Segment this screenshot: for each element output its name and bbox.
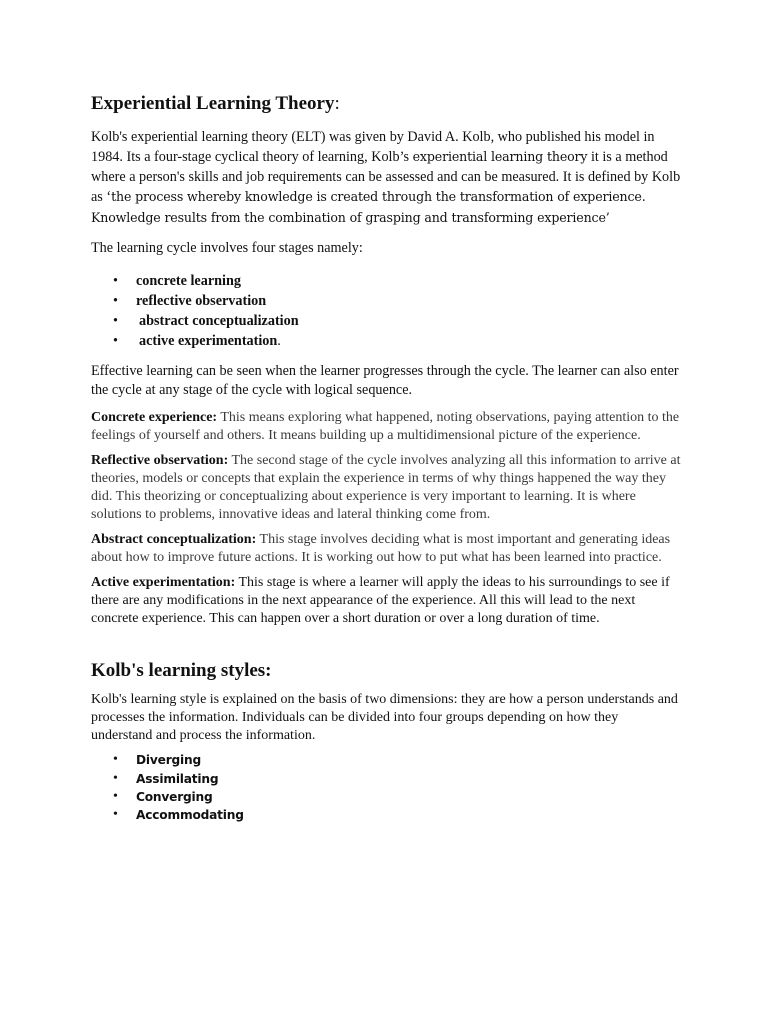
section-text: The second stage of the cycle involves analyzing all this information to arrive at theories, models or concepts that explain the experience in terms of why things happened the way they did. This theorizing or conceptualizing about experience is very important to learning. It is where solutions to problems, innovative ideas and lateral thinking come from.	[91, 453, 681, 522]
bullet-icon: •	[113, 293, 118, 310]
bullet-icon: •	[113, 789, 118, 804]
style-label: Converging	[136, 790, 213, 804]
styles-list	[91, 751, 683, 824]
styles-intro: Kolb's learning style is explained on the basis of two dimensions: they are how a person understands and processes the information. Individuals can be divided into four groups depending on how they understand and process the information.	[91, 692, 678, 744]
section-term: Active experimentation:	[91, 574, 236, 590]
section-term: Reflective observation:	[91, 453, 229, 469]
page-title-text: Experiential Learning Theory	[91, 93, 335, 114]
bullet-icon: •	[113, 333, 118, 350]
style-label: Accommodating	[136, 808, 244, 823]
list-item	[91, 751, 683, 769]
section-text: This stage is where a learner will apply the ideas to his surroundings to see if there are any modifications in the next appearance of the experience. All this will lead to the next concrete experience. This can happen over a short duration or over a long duration of time.	[91, 574, 670, 626]
progress-paragraph: Effective learning can be seen when the learner progresses through the cycle. The learner can also enter the cycle at any stage of the cycle with logical sequence.	[91, 363, 679, 399]
list-item	[91, 271, 683, 291]
stage-label: reflective observation	[136, 293, 267, 310]
list-item	[91, 788, 683, 806]
bullet-icon: •	[113, 273, 118, 290]
stages-list	[91, 271, 683, 351]
intro-text-1: Kolb's experiential learning theory (ELT) was given by David A. Kolb, who published his model in 1984. Its a four-stage cyclical theory of learning, Kolb’s	[91, 129, 655, 166]
intro-text-alt-1: experiential learning theory	[412, 149, 588, 165]
page-title	[91, 92, 683, 116]
list-item	[91, 311, 683, 331]
list-item	[91, 806, 683, 824]
section-abstract-conceptualization	[91, 531, 683, 567]
bullet-icon: •	[113, 752, 118, 768]
list-item	[91, 331, 683, 351]
document-content	[91, 92, 683, 825]
section-text: This stage involves deciding what is most important and generating ideas about how to improve future actions. It is working out how to put what has been learned into practice.	[91, 531, 671, 565]
section-term: Abstract conceptualization:	[91, 531, 257, 547]
stage-label: concrete learning	[136, 273, 241, 290]
stage-label: abstract conceptualization	[139, 313, 299, 330]
list-item	[91, 770, 683, 788]
style-label: Diverging	[136, 753, 202, 768]
styles-heading: Kolb's learning styles:	[91, 660, 272, 682]
style-label: Assimilating	[136, 771, 219, 786]
section-active-experimentation	[91, 574, 683, 628]
stage-label: active experimentation	[139, 333, 278, 350]
bullet-icon: •	[113, 770, 118, 786]
section-term: Concrete experience:	[91, 410, 218, 426]
section-text: This means exploring what happened, noting observations, paying attention to the feelings of yourself and others. It means building up a multidimensional picture of the experience.	[91, 410, 680, 444]
section-concrete-experience	[91, 409, 683, 445]
bullet-icon: •	[113, 807, 118, 823]
intro-text-alt-2: the process whereby knowledge is created through the transformation of experience. Knowledge results from the combination of grasping and transforming experience’	[91, 189, 646, 225]
intro-paragraph	[91, 128, 683, 228]
section-reflective-observation	[91, 452, 683, 524]
list-item	[91, 291, 683, 311]
stage-period: .	[277, 333, 281, 350]
bullet-icon: •	[113, 313, 118, 330]
page-title-colon: :	[334, 93, 340, 114]
cycle-lead: The learning cycle involves four stages namely:	[91, 240, 363, 257]
intro-text-2: it is a method where a person's skills and job requirements can be assessed and can be measured. It is defined by Kolb as ‘	[91, 149, 681, 206]
